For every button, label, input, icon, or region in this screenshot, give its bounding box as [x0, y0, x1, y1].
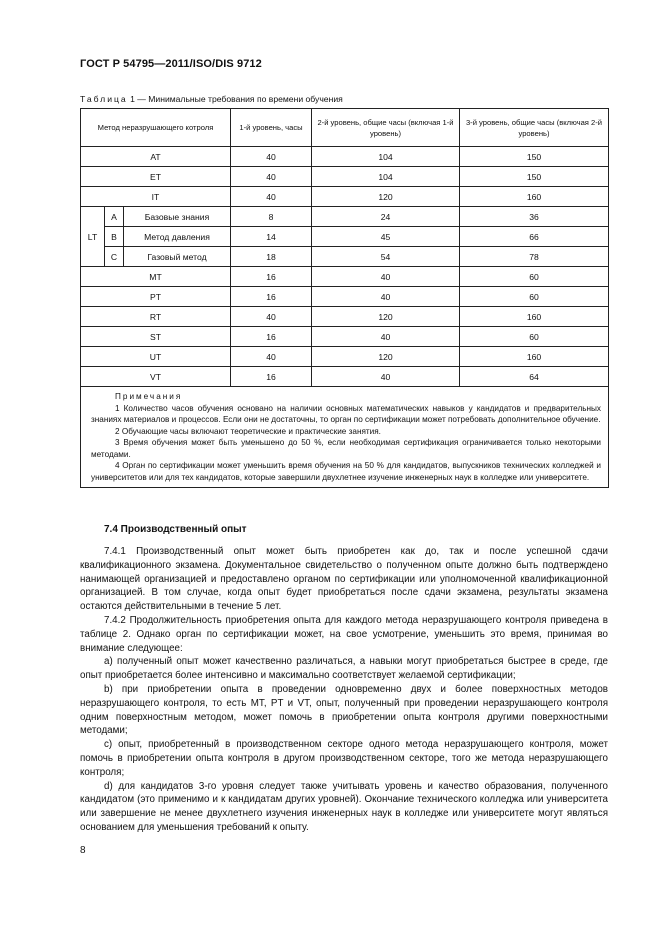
- lt-subcode-cell: C: [105, 247, 124, 267]
- page-number: 8: [80, 845, 86, 856]
- body-paragraph: c) опыт, приобретенный в производственном секторе одного метода неразрушающего контроля, может помочь в приобретении опыта контроля в другом производственном секторе, того же метода неразрушающего контроля;: [80, 739, 608, 778]
- table-row: [81, 167, 609, 187]
- col-header-level1: 1-й уровень, часы: [231, 109, 312, 147]
- method-cell: IT: [81, 187, 231, 207]
- table-row: [81, 267, 609, 287]
- body-paragraph: d) для кандидатов 3-го уровня следует также учитывать уровень и качество образования, полученного кандидатом (это применимо и к кандидатам других уровней). Окончание технического колледжа или университета или завершение не менее двухлетнего изучения инженерных наук в колледже или университете могут являться основанием для уменьшения требований к опыту.: [80, 780, 608, 833]
- standard-header: ГОСТ Р 54795—2011/ISO/DIS 9712: [80, 58, 262, 70]
- lt-subcode-cell: A: [105, 207, 124, 227]
- level2-cell: 120: [312, 347, 460, 367]
- level3-cell: 60: [460, 287, 609, 307]
- table-notes-row: [81, 387, 609, 488]
- note-item: 2 Обучающие часы включают теоретические и практические занятия.: [115, 426, 381, 436]
- level1-cell: 40: [231, 187, 312, 207]
- method-cell: VT: [81, 367, 231, 387]
- section-title: 7.4 Производственный опыт: [104, 524, 247, 535]
- level1-cell: 14: [231, 227, 312, 247]
- level1-cell: 40: [231, 167, 312, 187]
- level2-cell: 45: [312, 227, 460, 247]
- level1-cell: 16: [231, 367, 312, 387]
- table-row: [81, 287, 609, 307]
- level2-cell: 120: [312, 307, 460, 327]
- level2-cell: 104: [312, 167, 460, 187]
- level3-cell: 160: [460, 307, 609, 327]
- body-paragraph: a) полученный опыт может качественно различаться, а навыки могут приобретаться быстрее в среде, где опыт приобретается более интенсивно и максимально соответствует желаемой сертификации;: [80, 656, 608, 682]
- col-header-level3: 3-й уровень, общие часы (включая 2-й уровень): [460, 109, 609, 147]
- level2-cell: 40: [312, 367, 460, 387]
- body-paragraph: b) при приобретении опыта в проведении одновременно двух и более поверхностных методов неразрушающего контроля, то есть MT, PT и VT, опыт, полученный при проведении неразрушающего контроля одним поверхностным методом, может помочь в приобретении опыта контроля другими поверхностными методами;: [80, 683, 608, 737]
- method-cell: ST: [81, 327, 231, 347]
- lt-subname-cell: Газовый метод: [124, 247, 231, 267]
- level3-cell: 60: [460, 267, 609, 287]
- level3-cell: 60: [460, 327, 609, 347]
- level1-cell: 40: [231, 147, 312, 167]
- level3-cell: 150: [460, 167, 609, 187]
- table-row: [81, 367, 609, 387]
- lt-subname-cell: Метод давления: [124, 227, 231, 247]
- table-row: [81, 187, 609, 207]
- level1-cell: 8: [231, 207, 312, 227]
- table-row: [81, 147, 609, 167]
- level1-cell: 40: [231, 307, 312, 327]
- level1-cell: 16: [231, 267, 312, 287]
- method-cell: UT: [81, 347, 231, 367]
- body-paragraph: 7.4.2 Продолжительность приобретения опыта для каждого метода неразрушающего контроля приведена в таблице 2. Однако орган по сертификации может, на свое усмотрение, уменьшить это время, принимая во внимание следующее:: [80, 614, 608, 654]
- level1-cell: 16: [231, 287, 312, 307]
- table-row: [81, 347, 609, 367]
- note-item: 4 Орган по сертификации может уменьшить время обучения на 50 % для кандидатов, выпускников технических колледжей и университетов или для тех кандидатов, которые завершили двухлетнее изучение инженерных наук в колледже или университете.: [91, 461, 601, 482]
- note-item: 1 Количество часов обучения основано на наличии основных математических навыков у кандидатов и предварительных знаниях материалов и процессов. Если они не достаточны, то орган по сертификации может потребовать дополнительное обучение.: [91, 403, 601, 424]
- section-body: [80, 545, 608, 835]
- level2-cell: 24: [312, 207, 460, 227]
- table-row: [81, 207, 609, 227]
- level3-cell: 160: [460, 347, 609, 367]
- level2-cell: 54: [312, 247, 460, 267]
- level3-cell: 160: [460, 187, 609, 207]
- level1-cell: 40: [231, 347, 312, 367]
- table-caption: [80, 94, 343, 104]
- level3-cell: 64: [460, 367, 609, 387]
- level1-cell: 16: [231, 327, 312, 347]
- body-paragraph: 7.4.1 Производственный опыт может быть приобретен как до, так и после успешной сдачи квалификационного экзамена. Документальное свидетельство о полученном опыте должно быть подтверждено нанимающей организацией и предоставлено органом по сертификации или уполномоченной квалификационной организацией. В том случае, когда опыт будет приобретаться после сдачи экзамена, результаты экзамена остаются действительными в течение 5 лет.: [80, 546, 608, 613]
- note-item: 3 Время обучения может быть уменьшено до 50 %, если необходимая сертификация ограничивается только некоторыми методами.: [91, 438, 601, 459]
- table-header-row: [81, 109, 609, 147]
- method-cell: AT: [81, 147, 231, 167]
- level2-cell: 40: [312, 327, 460, 347]
- notes-heading: Примечания: [115, 392, 183, 401]
- level3-cell: 66: [460, 227, 609, 247]
- table-row: [81, 307, 609, 327]
- table-caption-label: Таблица: [80, 94, 128, 104]
- method-cell: PT: [81, 287, 231, 307]
- lt-group-label: LT: [81, 207, 105, 267]
- level2-cell: 40: [312, 267, 460, 287]
- training-hours-table: [80, 108, 609, 488]
- table-row: [81, 327, 609, 347]
- level1-cell: 18: [231, 247, 312, 267]
- method-cell: RT: [81, 307, 231, 327]
- lt-subcode-cell: B: [105, 227, 124, 247]
- level2-cell: 120: [312, 187, 460, 207]
- table-row: [81, 227, 609, 247]
- lt-subname-cell: Базовые знания: [124, 207, 231, 227]
- level3-cell: 150: [460, 147, 609, 167]
- level2-cell: 40: [312, 287, 460, 307]
- level2-cell: 104: [312, 147, 460, 167]
- col-header-method: Метод неразрушающего котроля: [81, 109, 231, 147]
- table-row: [81, 247, 609, 267]
- method-cell: ET: [81, 167, 231, 187]
- level3-cell: 78: [460, 247, 609, 267]
- table-notes: [81, 387, 609, 488]
- level3-cell: 36: [460, 207, 609, 227]
- col-header-level2: 2-й уровень, общие часы (включая 1-й уровень): [312, 109, 460, 147]
- table-caption-text: 1 — Минимальные требования по времени обучения: [127, 94, 343, 104]
- method-cell: MT: [81, 267, 231, 287]
